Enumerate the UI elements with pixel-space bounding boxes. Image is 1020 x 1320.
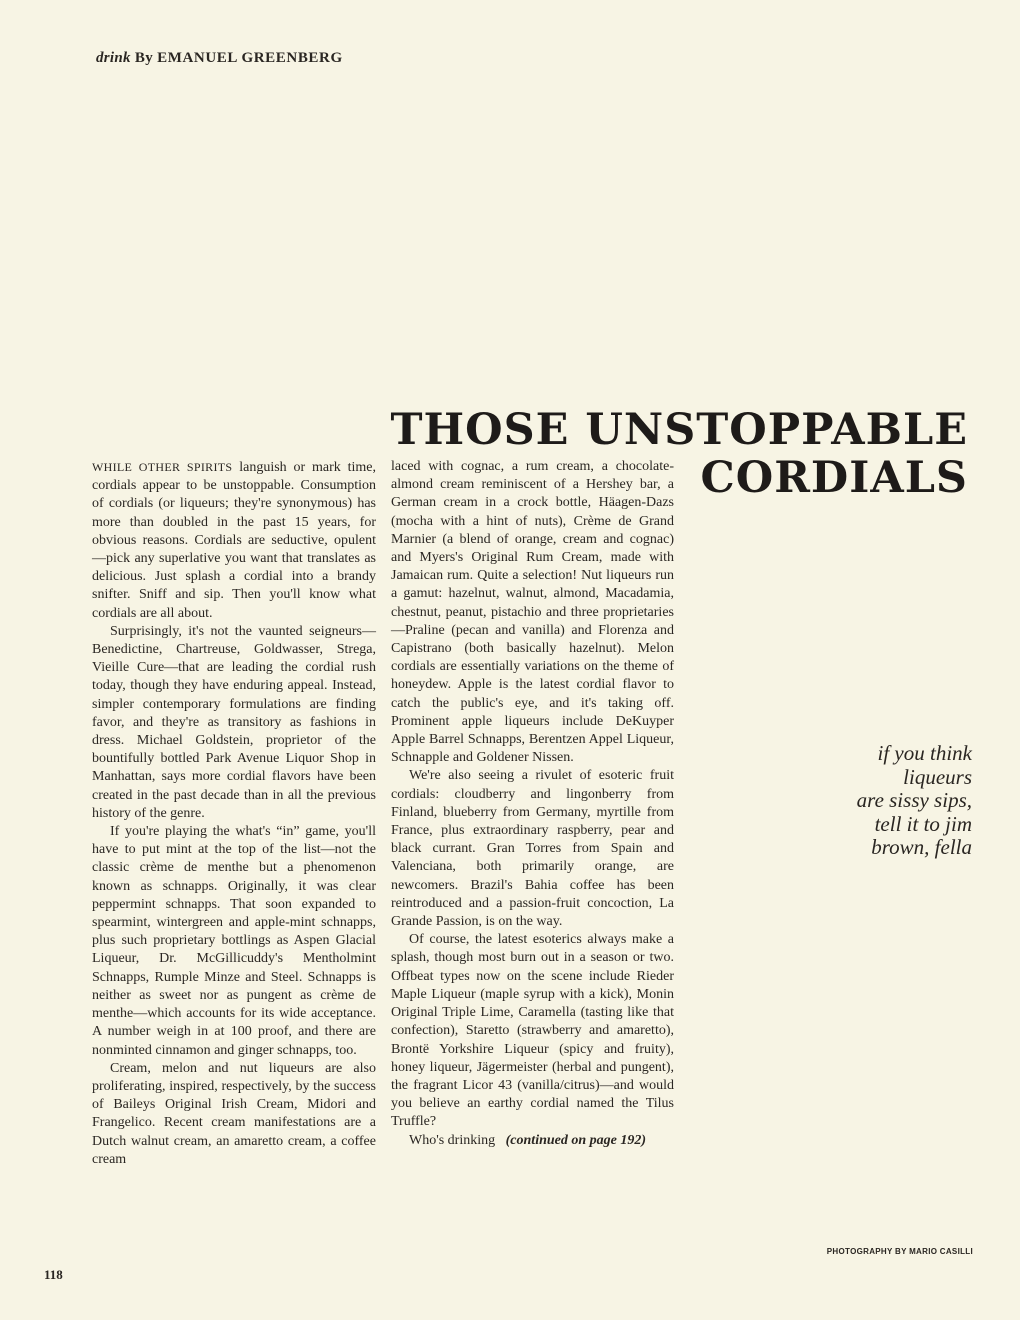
headline-line-1: THOSE UNSTOPPABLE <box>390 405 968 455</box>
section-kicker: drink <box>96 50 131 66</box>
page-number: 118 <box>44 1267 63 1282</box>
paragraph-8-text: Who's drinking <box>409 1132 496 1148</box>
pull-quote-line-4: tell it to jim <box>874 811 972 836</box>
paragraph-4: Cream, melon and nut liqueurs are also proliferating, inspired, respectively, by the success of Baileys Original Irish Cream, Midori and Frangelico. Recent cream manifestations are a Dutch walnut cream, an amaretto cream, a coffee cream <box>92 1060 376 1167</box>
headline-line-2: CORDIALS <box>700 453 968 503</box>
pull-quote-line-3: are sissy sips, <box>856 788 972 812</box>
byline-by: By <box>134 50 154 66</box>
byline <box>96 50 343 67</box>
paragraph-1 <box>92 458 376 623</box>
article-column-1 <box>92 458 376 1169</box>
paragraph-8 <box>391 1132 674 1150</box>
paragraph-3: If you're playing the what's “in” game, you'll have to put mint at the top of the list—not the classic crème de menthe but a phenomenon known as schnapps. Originally, it was clear peppermint schnapps. That soon expanded to spearmint, wintergreen and apple-mint schnapps, plus such proprietary bottlings as Aspen Glacial Liqueur, Dr. McGillicuddy's Mentholmint Schnapps, Rumple Minze and Steel. Schnapps is neither as sweet nor as pungent as crème de menthe—which accounts for its wide acceptance. A number weigh in at 100 proof, and there are nonminted cinnamon and ginger schnapps, too. <box>92 824 376 1058</box>
pull-quote-line-1: if you think <box>877 741 972 765</box>
author-name: EMANUEL GREENBERG <box>157 50 343 66</box>
pull-quote-line-2: liqueurs <box>903 764 972 789</box>
paragraph-5: laced with cognac, a rum cream, a chocolate-almond cream reminiscent of a Hershey bar, a German cream in a crock bottle, Häagen-Dazs (mocha with a hint of nuts), Crème de Grand Marnier (a blend of orange, cream and cognac) and Myers's Original Rum Cream, made with Jamaican rum. Quite a selection! Nut liqueurs run a gamut: hazelnut, walnut, almond, Macadamia, chestnut, peanut, pistachio and three proprietaries—Praline (pecan and vanilla) and Florenza and Capistrano (both basically hazelnut). Melon cordials are essentially variations on the theme of honeydew. Apple is the latest cordial flavor to catch the public's eye, and it's taking off. Prominent apple liqueurs include DeKuyper Apple Barrel Schnapps, Berentzen Appel Liqueur, Schnapple and Goldener Nissen. <box>391 459 674 766</box>
lead-in: WHILE OTHER SPIRITS <box>92 460 233 474</box>
photo-credit: PHOTOGRAPHY BY MARIO CASILLI <box>826 1247 973 1256</box>
continued-link[interactable]: (continued on page 192) <box>505 1132 647 1148</box>
paragraph-1-text: languish or mark time, cordials appear to be unstoppable. Consumption of cordials (or liqueurs; they're synonymous) has more than doubled in the past 15 years, for obvious reasons. Cordials are seductive, opulent—pick any superlative you want that translates as delicious. Just splash a cordial into a brandy snifter. Sniff and sip. Then you'll know what cordials are all about. <box>92 460 376 621</box>
pull-quote-line-5: brown, fella <box>871 835 972 859</box>
article-column-2 <box>391 458 674 1150</box>
paragraph-2: Surprisingly, it's not the vaunted seigneurs—Benedictine, Chartreuse, Goldwasser, Strega, Vieille Cure—that are leading the cordial rush today, though they have enduring appeal. Instead, simpler contemporary formulations are finding favor, and they're as transitory as fashions in dress. Michael Goldstein, proprietor of the bountifully bottled Park Avenue Liquor Shop in Manhattan, says more cordial flavors have been created in the past decade than in all the previous history of the genre. <box>92 623 376 821</box>
paragraph-7: Of course, the latest esoterics always make a splash, though most burn out in a season or two. Offbeat types now on the scene include Rieder Maple Liqueur (maple syrup with a kick), Monin Original Triple Lime, Caramella (tasting like that confection), Staretto (strawberry and amaretto), Brontë Yorkshire Liqueur (spicy and fruity), honey liqueur, Jägermeister (herbal and pungent), the fragrant Licor 43 (vanilla/citrus)—and would you believe an earthy cordial named the Tilus Truffle? <box>391 932 674 1130</box>
paragraph-6: We're also seeing a rivulet of esoteric fruit cordials: cloudberry and lingonberry from Finland, blueberry from Germany, myrtille from France, plus extraordinary raspberry, pear and black currant. Gran Torres from Spain and Valenciana, both primarily orange, are newcomers. Brazil's Bahia coffee has been reintroduced and a passion-fruit concoction, La Grande Passion, is on the way. <box>391 768 674 930</box>
pull-quote <box>772 742 972 860</box>
